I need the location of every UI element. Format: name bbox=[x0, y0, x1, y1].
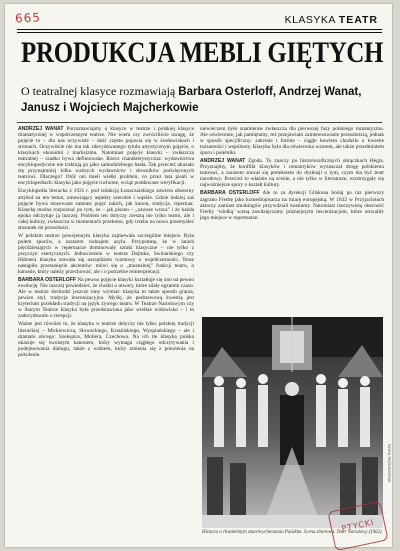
left-column bbox=[18, 126, 194, 541]
library-stamp: PTYCKI bbox=[327, 501, 388, 551]
speaker-name: BARBARA OSTERLOFF bbox=[18, 277, 76, 284]
speaker-name: ANDRZEJ WANAT bbox=[200, 158, 246, 165]
subtitle-rule bbox=[17, 122, 382, 123]
paragraph bbox=[200, 190, 384, 220]
header-rule-thin bbox=[17, 32, 382, 33]
paragraph bbox=[18, 126, 194, 186]
paragraph bbox=[200, 126, 384, 156]
article-title: PRODUKCJA MEBLI GIĘTYCH bbox=[21, 36, 384, 69]
right-column bbox=[200, 126, 384, 312]
handwritten-page-number: 665 bbox=[14, 10, 42, 26]
margin-note: ODRA PAŹDZIERNIK bbox=[387, 444, 392, 483]
section-label-bold: TEATR bbox=[338, 14, 378, 26]
stage-photo-illustration bbox=[202, 317, 383, 528]
paragraph bbox=[18, 277, 194, 319]
paragraph-text: Ważne jest również to, że klasyka w teatrze dotyczy nie tylko polskiej tradycji literackiej – Mickiewicza, Słowackiego, Krasińskiego, Wyspiańskiego – ale i dramatu obcego: Szekspira, Moliera, Czechowa. Na ich tle klasyka polska okazuje się swoistym kanonem, który wymaga ciągłego odczytywania i podejmowania dialogu, także z widzem, który zmienia się z pokolenia na pokolenie. bbox=[18, 321, 194, 358]
paragraph bbox=[18, 321, 194, 357]
speaker-name: BARBARA OSTERLOFF bbox=[200, 190, 260, 197]
paragraph bbox=[18, 233, 194, 275]
paragraph-text: niewieczem było znamienne zwłaszcza dla pierwszej fazy polskiego romantyzmu. Ale oświecenie, jak pamiętamy, też przejawiało zainteresowanie przeszłością, jednak w sposób specyficzny: zakresie i formie – ciągle bowiem chodziło o kwestie tożsamości i wspólnoty. Klasyka była dla oświecenia wzorem, ale także przedmiotem sporu i polemiki. bbox=[200, 126, 384, 157]
section-label: KLASYKA bbox=[284, 14, 336, 26]
paragraph-text: Porozmawiajmy o klasyce w teatrze i polskiej klasyce dramatycznej w współczesnym teatrze. Nie wiem czy zwróciliście uwagę, że pojęcie to – dla nas oczywiste – dość często pojawia się w środowiskach i stronach. Oczywiście nie ma tak zdecydowanego tytułu artystycznym pojęcie, o klasykach ekonomii i marksizmu. Natomiast pojęcie klasyki – zwłaszcza teatralnej – rzadko bywa definiowane. Rzecz charakterystyczna: wydawnictwa encyklopedyczne nie traktują go jako samodzielnego hasła. Tak przecież ukazało się przynajmniej kilka ważnych wydawnictw i słowników poświęconych teatrowi. Dlaczego? Otóż oni mieli wielki problem, co przez lata pisali w encyklopediach: klasyka jako pojęcie ruchome, wciąż poddawane weryfikacji. bbox=[18, 126, 194, 187]
section-header bbox=[285, 14, 378, 26]
speaker-name: ANDRZEJ WANAT bbox=[18, 126, 64, 132]
paragraph-text: Na pewno pojęcie klasyki kształtuje się ono na pewno ewolucję. Nie inaczej powiedzieć, że chodzi o utwory, które zdały egzamin czasu. Ale w teatrze dochodzi jeszcze inny wymiar: klasyka to także sposób grania, pewien styl, tradycja inscenizacyjna. Myślę, że podstawową kwestią jest kryterium przekładu tradycji na język żywego teatru. W Teatrze Narodowym czy w Starym Teatrze klasyka była przedstawiana jako wielkie widowisko – i to zadecydowało o recepcji. bbox=[18, 277, 194, 320]
paragraph-text: Ale to za dyrekcji Gilskona bodaj po raz pierwszy zagrano Fredrę jako komediopisarza na miarę europejską. W 1832 w Przyjaciołach aktorzy zamiast smokingów przywdziali kostiumy. Natomiast rzeczywistą obecność Fredry ‘wielką’ sceną zawdzięczamy późniejszym inscenizacjom, które utrwaliły jego miejsce w repertuarze. bbox=[200, 190, 384, 221]
subtitle-names: Barbara Osterloff, Andrzej Wanat, Janusz i Wojciech Majcherkowie bbox=[21, 86, 362, 114]
paragraph bbox=[200, 158, 384, 188]
paragraph-text: Encyklopedia literacka z 1931 r. pod redakcją Łunaczarskiego zawiera obszerny artykuł na ten temat, omawiający aspekty szerokie i wąskie. Gdzie indziej zaś pojęcie bywa stosowane zamiast pojęć takich, jak kanon, tradycja, repertuar. Klasykę można rozpoznać po tym, że – jak pisano – „zawsze wraca” i że każda epoka odczytuje ją inaczej. Problem ten dotyczy zresztą nie tylko teatru, ale i całej kultury, zwłaszcza w momentach przełomu, gdy trzeba na nowo przemyśleć stosunek do przeszłości. bbox=[18, 188, 194, 231]
paragraph bbox=[18, 188, 194, 230]
subtitle-prefix: O teatralnej klasyce rozmawiają bbox=[21, 84, 176, 98]
photo-caption: Historia o chwalebnym zmartwychwstaniu Pańskim. Scena zbiorowa. Teatr Narodowy (1962). bbox=[202, 530, 383, 535]
paragraph-text: Zgoda. To znaczy po historiozoficznych obrączkach Hegla. Przyznajmy, że konflikt klasyków i romantyków wyznaczał drogę polskiemu teatrowi, a zarazem stawał się pretekstem do dyskusji o tym, czym ma być teatr narodowy. Przecież to właśnie na scenie, a nie tylko w literaturze, rozstrzygały się najważniejsze spory o kształt kultury. bbox=[200, 158, 384, 189]
article-subtitle bbox=[21, 84, 385, 116]
magazine-page bbox=[5, 4, 392, 547]
header-rule bbox=[17, 29, 382, 30]
stage-photo bbox=[202, 317, 383, 528]
paragraph-text: W polskim teatrze powojennym klasyka zajmowała szczególne miejsce. Była polem sporów, a zarazem rodzajem azylu. Przypomnę, że w latach pięćdziesiątych w repertuarze dominowały sztuki klasyczne – nie tylko z przyczyn estetycznych. Jednocześnie w teatrze Dejmka, Swinarskiego czy Hübnera klasyka stawała się narzędziem rozmowy o współczesności. Teraz nastąpiło przesunięcie akcentów: mówi się o „muzealnej” funkcji teatru, o kanonie, który należy przechować, ale i o potrzebie reinterpretacji. bbox=[18, 232, 194, 276]
